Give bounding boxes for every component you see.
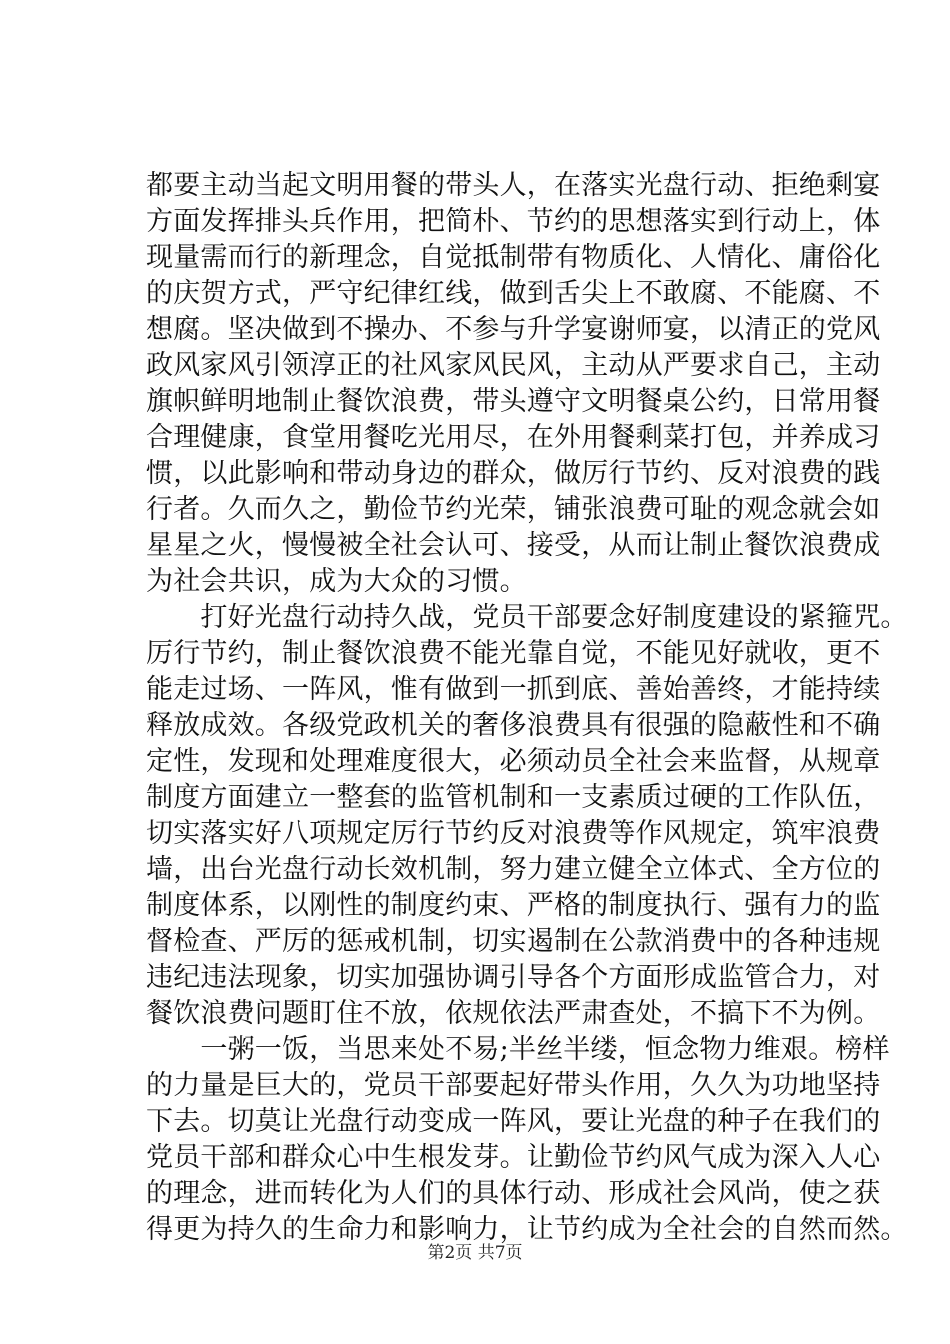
text-line: 定性，发现和处理难度很大，必须动员全社会来监督，从规章 [146, 746, 881, 777]
text-line: 释放成效。各级党政机关的奢侈浪费具有很强的隐蔽性和不确 [146, 710, 881, 741]
text-line: 制度体系，以刚性的制度约束、严格的制度执行、强有力的监 [146, 890, 881, 921]
text-line: 厉行节约，制止餐饮浪费不能光靠自觉，不能见好就收，更不 [146, 638, 881, 669]
text-line: 打好光盘行动持久战，党员干部要念好制度建设的紧箍咒。 [146, 602, 908, 633]
text-line: 墙，出台光盘行动长效机制，努力建立健全立体式、全方位的 [146, 854, 881, 885]
text-line: 的力量是巨大的，党员干部要起好带头作用，久久为功地坚持 [146, 1070, 881, 1101]
text-line: 方面发挥排头兵作用，把简朴、节约的思想落实到行动上，体 [146, 206, 881, 237]
text-line: 行者。久而久之，勤俭节约光荣，铺张浪费可耻的观念就会如 [146, 494, 881, 525]
text-line: 惯，以此影响和带动身边的群众，做厉行节约、反对浪费的践 [146, 458, 881, 489]
text-line: 都要主动当起文明用餐的带头人，在落实光盘行动、拒绝剩宴 [146, 170, 881, 201]
text-line: 党员干部和群众心中生根发芽。让勤俭节约风气成为深入人心 [146, 1142, 881, 1173]
text-line: 一粥一饭，当思来处不易;半丝半缕，恒念物力维艰。榜样 [146, 1034, 890, 1065]
text-line: 现量需而行的新理念，自觉抵制带有物质化、人情化、庸俗化 [146, 242, 881, 273]
text-line: 星星之火，慢慢被全社会认可、接受，从而让制止餐饮浪费成 [146, 530, 881, 561]
text-line: 下去。切莫让光盘行动变成一阵风，要让光盘的种子在我们的 [146, 1106, 881, 1137]
text-line: 旗帜鲜明地制止餐饮浪费，带头遵守文明餐桌公约，日常用餐 [146, 386, 881, 417]
text-line: 餐饮浪费问题盯住不放，依规依法严肃查处，不搞下不为例。 [146, 998, 881, 1029]
text-line: 督检查、严厉的惩戒机制，切实遏制在公款消费中的各种违规 [146, 926, 881, 957]
text-line: 能走过场、一阵风，惟有做到一抓到底、善始善终，才能持续 [146, 674, 881, 705]
text-line: 的庆贺方式，严守纪律红线，做到舌尖上不敢腐、不能腐、不 [146, 278, 881, 309]
page-footer: 第2页 共7页 [427, 1243, 523, 1263]
text-line: 制度方面建立一整套的监管机制和一支素质过硬的工作队伍， [146, 782, 881, 813]
text-line: 为社会共识，成为大众的习惯。 [146, 566, 527, 597]
text-line: 违纪违法现象，切实加强协调引导各个方面形成监管合力，对 [146, 962, 881, 993]
text-line: 想腐。坚决做到不操办、不参与升学宴谢师宴，以清正的党风 [146, 314, 881, 345]
text-line: 的理念，进而转化为人们的具体行动、形成社会风尚，使之获 [146, 1178, 881, 1209]
text-line: 切实落实好八项规定厉行节约反对浪费等作风规定，筑牢浪费 [146, 818, 881, 849]
text-line: 政风家风引领淳正的社风家风民风，主动从严要求自己，主动 [146, 350, 881, 381]
text-line: 得更为持久的生命力和影响力，让节约成为全社会的自然而然。 [146, 1214, 908, 1245]
text-line: 合理健康，食堂用餐吃光用尽，在外用餐剩菜打包，并养成习 [146, 422, 881, 453]
